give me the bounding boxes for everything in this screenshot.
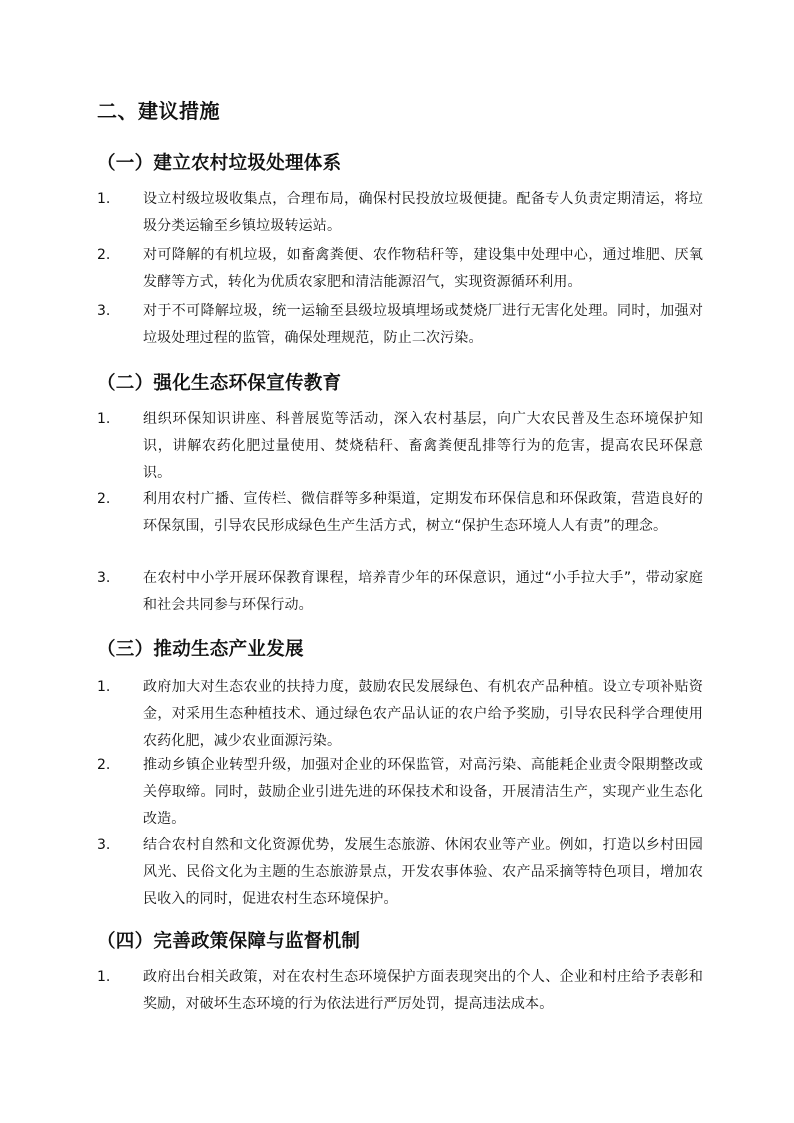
- list-item: [97, 242, 701, 296]
- list-item: [97, 186, 701, 240]
- list-item: [97, 964, 701, 1018]
- list-item: [97, 752, 701, 833]
- section-title-3: （三）推动生态产业发展: [97, 639, 304, 660]
- list-number: 3.: [97, 303, 111, 319]
- list-text: 推动乡镇企业转型升级，加强对企业的环保监管，对高污染、高能耗企业责令限期整改或关停取缔。同时，鼓励企业引进先进的环保技术和设备，开展清洁生产，实现产业生态化改造。: [143, 757, 703, 827]
- list-text: 政府出台相关政策，对在农村生态环境保护方面表现突出的个人、企业和村庄给予表彰和奖励，对破坏生态环境的行为依法进行严厉处罚，提高违法成本。: [143, 969, 703, 1012]
- list-item: [97, 486, 701, 540]
- list-text: 对于不可降解垃圾，统一运输至县级垃圾填埋场或焚烧厂进行无害化处理。同时，加强对垃圾处理过程的监管，确保处理规范，防止二次污染。: [143, 303, 703, 346]
- list-number: 2.: [97, 247, 111, 263]
- list-text: 政府加大对生态农业的扶持力度，鼓励农民发展绿色、有机农产品种植。设立专项补贴资金，对采用生态种植技术、通过绿色农产品认证的农户给予奖励，引导农民科学合理使用农药化肥，减少农业面源污染。: [143, 679, 703, 749]
- list-number: 3.: [97, 570, 111, 586]
- list-item: [97, 298, 701, 352]
- list-number: 3.: [97, 837, 111, 853]
- list-text: 设立村级垃圾收集点，合理布局，确保村民投放垃圾便捷。配备专人负责定期清运，将垃圾分类运输至乡镇垃圾转运站。: [143, 191, 703, 234]
- list-text: 组织环保知识讲座、科普展览等活动，深入农村基层，向广大农民普及生态环境保护知识，讲解农药化肥过量使用、焚烧秸秆、畜禽粪便乱排等行为的危害，提高农民环保意识。: [143, 411, 703, 481]
- list-number: 1.: [97, 191, 111, 207]
- section-title-4: （四）完善政策保障与监督机制: [97, 931, 361, 952]
- list-number: 2.: [97, 491, 111, 507]
- list-text: 在农村中小学开展环保教育课程，培养青少年的环保意识，通过“小手拉大手”，带动家庭和社会共同参与环保行动。: [143, 570, 703, 613]
- list-number: 1.: [97, 969, 111, 985]
- section-title-2: （二）强化生态环保宣传教育: [97, 373, 342, 394]
- list-item: [97, 674, 701, 755]
- list-text: 利用农村广播、宣传栏、微信群等多种渠道，定期发布环保信息和环保政策，营造良好的环保氛围，引导农民形成绿色生产生活方式，树立“保护生态环境人人有责”的理念。: [143, 491, 703, 534]
- list-text: 对可降解的有机垃圾，如畜禽粪便、农作物秸秆等，建设集中处理中心，通过堆肥、厌氧发酵等方式，转化为优质农家肥和清洁能源沼气，实现资源循环利用。: [143, 247, 703, 290]
- list-text: 结合农村自然和文化资源优势，发展生态旅游、休闲农业等产业。例如，打造以乡村田园风光、民俗文化为主题的生态旅游景点，开发农事体验、农产品采摘等特色项目，增加农民收入的同时，促进农村生态环境保护。: [143, 837, 703, 907]
- section-title-1: （一）建立农村垃圾处理体系: [97, 153, 342, 174]
- page-heading: 二、建议措施: [97, 99, 220, 123]
- list-number: 1.: [97, 411, 111, 427]
- list-number: 1.: [97, 679, 111, 695]
- list-item: [97, 565, 701, 619]
- list-item: [97, 406, 701, 487]
- list-item: [97, 832, 701, 913]
- list-number: 2.: [97, 757, 111, 773]
